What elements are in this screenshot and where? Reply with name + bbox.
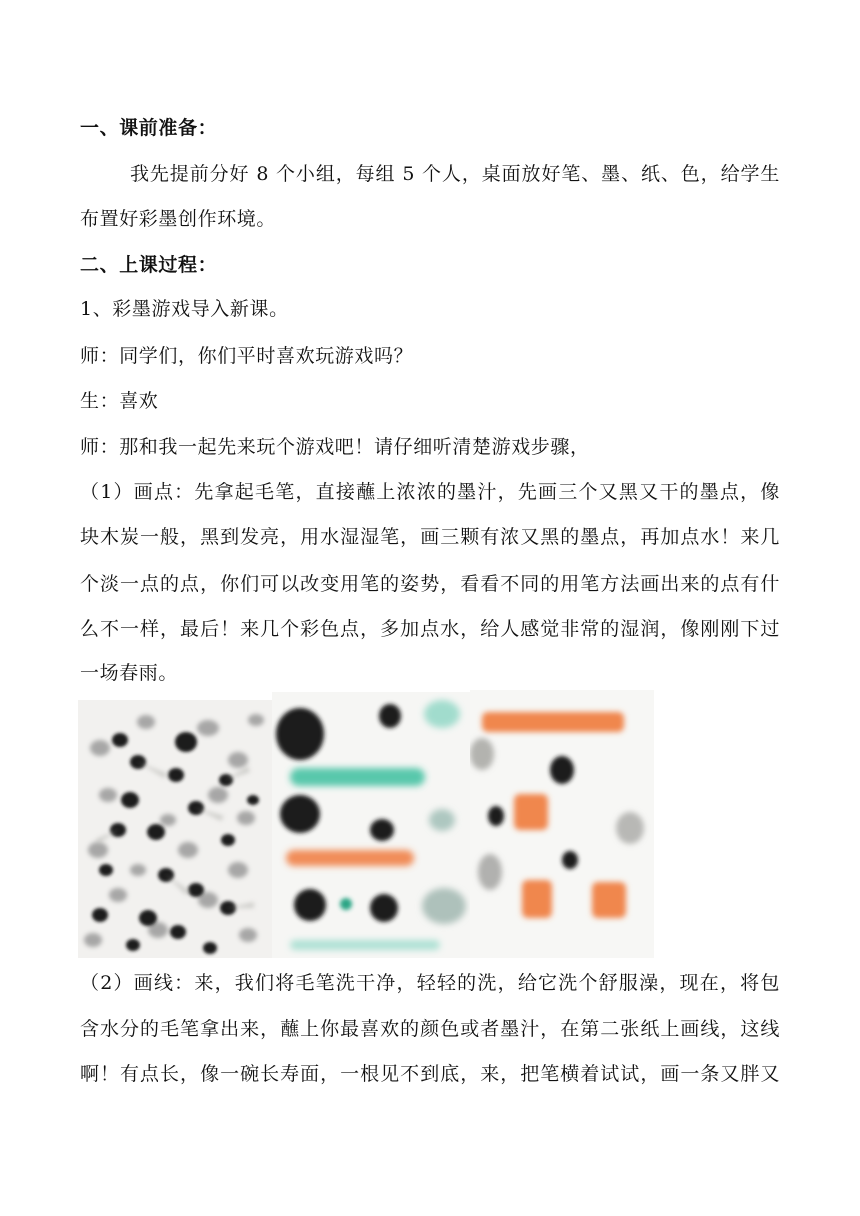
paragraph-line: 含水分的毛笔拿出来，蘸上你最喜欢的颜色或者墨汁，在第二张纸上画线，这线	[80, 1018, 780, 1040]
paragraph-line: 个淡一点的点，你们可以改变用笔的姿势，看看不同的用笔方法画出来的点有什	[80, 573, 780, 595]
paragraph-line: （2）画线：来，我们将毛笔洗干净，轻轻的洗，给它洗个舒服澡，现在，将包	[80, 972, 780, 994]
paragraph-line: 我先提前分好 8 个小组，每组 5 个人，桌面放好笔、墨、纸、色，给学生	[130, 163, 780, 185]
section-heading-process: 二、上课过程：	[80, 254, 218, 276]
dialogue-student: 生：喜欢	[80, 390, 159, 412]
dialogue-teacher: 师：同学们，你们平时喜欢玩游戏吗？	[80, 345, 414, 367]
paragraph-line: 块木炭一般，黑到发亮，用水湿湿笔，画三颗有浓又黑的墨点，再加点水！来几	[80, 526, 780, 548]
ink-and-color-strokes-photo	[272, 692, 470, 958]
step-title: 1、彩墨游戏导入新课。	[80, 298, 289, 320]
paragraph-line: 一场春雨。	[80, 662, 179, 684]
paragraph-line: 啊！有点长，像一碗长寿面，一根见不到底，来，把笔横着试试，画一条又胖又	[80, 1063, 780, 1085]
ink-dots-photo	[78, 700, 272, 958]
dialogue-teacher: 师：那和我一起先来玩个游戏吧！请仔细听清楚游戏步骤，	[80, 436, 590, 458]
orange-strokes-photo	[470, 690, 654, 958]
paragraph-line: 么不一样，最后！来几个彩色点，多加点水，给人感觉非常的湿润，像刚刚下过	[80, 618, 780, 640]
paragraph-line: （1）画点：先拿起毛笔，直接蘸上浓浓的墨汁，先画三个又黑又干的墨点，像	[80, 481, 780, 503]
paragraph-line: 布置好彩墨创作环境。	[80, 208, 277, 230]
section-heading-preparation: 一、课前准备：	[80, 117, 218, 139]
